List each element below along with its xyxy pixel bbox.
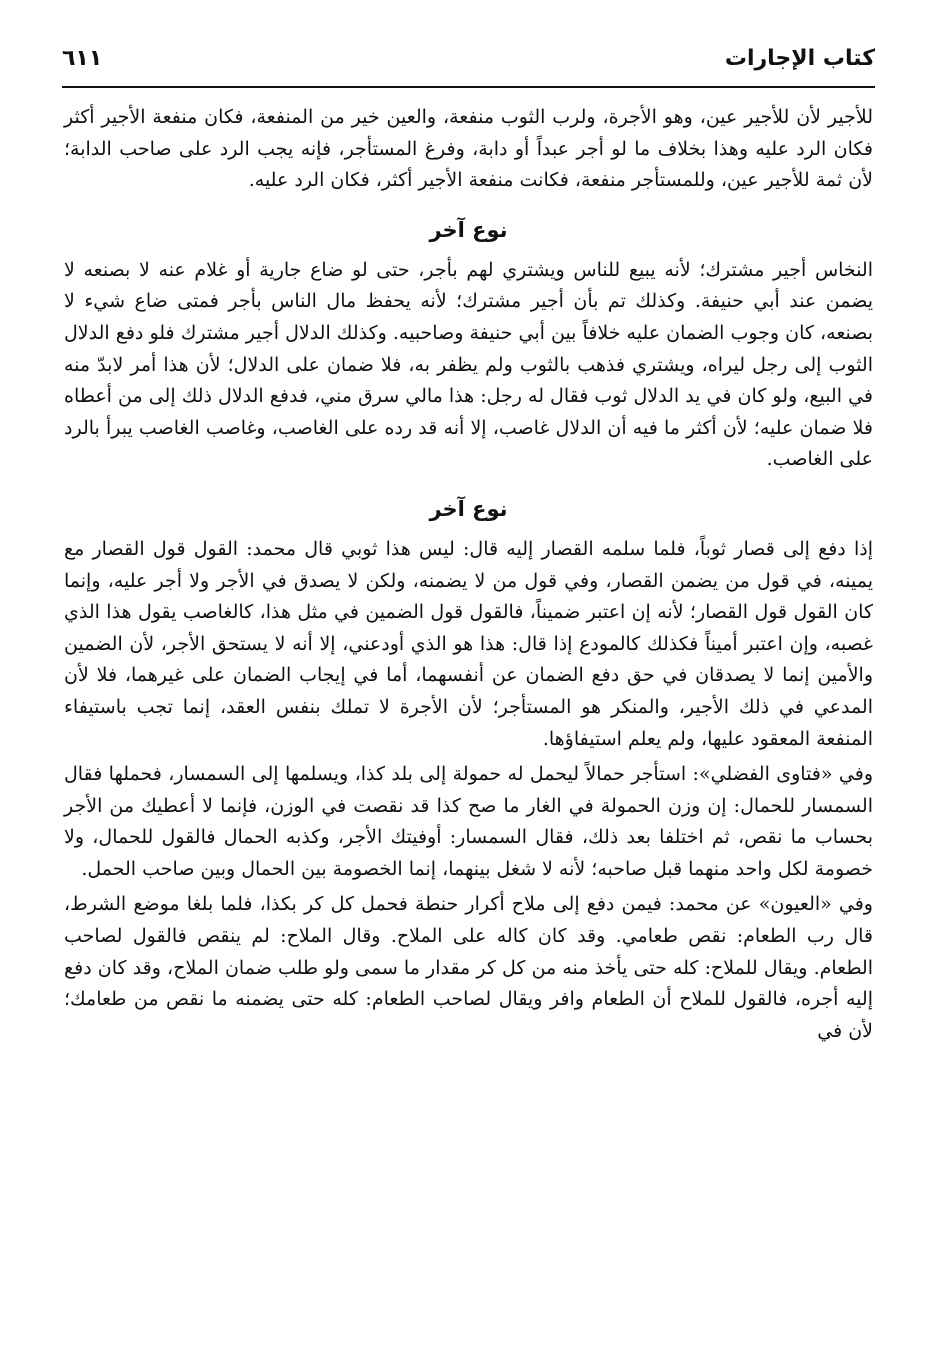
body-text xyxy=(64,102,873,1051)
paragraph-qassar: إذا دفع إلى قصار ثوباً، فلما سلمه القصار إليه قال: ليس هذا ثوبي قال محمد: القول قول القصار مع يمينه، في قول من يضمن القصار، وفي قول من لا يضمنه، ولكن لا يصدق في الأجر ولا أجر عليه، وإنما كان القول قول القصار؛ لأنه إن اعتبر ضميناً، فالقول قول الضمين في مثل هذا، كالغاصب يقول هذا الذي غصبه، وإن اعتبر أميناً فكذلك كالمودع إذا قال: هذا هو الذي أودعني، إلا أنه لا يستحق الأجر، لأن الضمين والأمين إنما لا يصدقان في حق دفع الضمان عن أنفسهما، أما في إيجاب الضمان على غيرهما، فلا لأن المدعي في ذلك الأجير، والمنكر هو المستأجر؛ لأن الأجرة لا تملك بنفس العقد، إنما تجب باستيفاء المنفعة المعقود عليها، ولم يعلم استيفاؤها. xyxy=(64,537,873,750)
paragraph-nakhkhas: النخاس أجير مشترك؛ لأنه يبيع للناس ويشتري لهم بأجر، حتى لو ضاع جارية أو غلام عنه لا بصنعه لا يضمن عند أبي حنيفة. وكذلك تم بأن أجير مشترك؛ لأنه يحفظ مال الناس بأجر فمتى ضاع شيء لا بصنعه، كان وجوب الضمان عليه خلافاً بين أبي حنيفة وصاحبيه. وكذلك الدلال أجير مشترك فلو دفع الدلال الثوب إلى رجل ليراه، ويشتري فذهب بالثوب ولم يظفر به، فلا ضمان على الدلال؛ لأن هذا أمر لابدّ منه في البيع، ولو كان في يد الدلال ثوب فقال له رجل: هذا مالي سرق مني، فدفع الدلال ذلك إلى من أعطاه فلا ضمان عليه؛ لأن أكثر ما فيه أن الدلال غاصب، إلا أنه قد رده على الغاصب، وغاصب الغاصب يبرأ بالرد على الغاصب. xyxy=(64,258,874,471)
section-heading: نوع آخر xyxy=(429,496,508,521)
page-number: ٦١١ xyxy=(62,45,103,71)
running-title: كتاب الإجارات xyxy=(724,45,875,71)
paragraph-continuation: للأجير لأن للأجير عين، وهو الأجرة، ولرب الثوب منفعة، والعين خير من المنفعة، فكان منفعة الأجير أكثر فكان الرد عليه وهذا بخلاف ما لو أجر عبداً أو دابة، وفرغ المستأجر، فإنه يجب الرد على صاحب الدابة؛ لأن ثمة للأجير عين، وللمستأجر منفعة، فكانت منفعة الأجير أكثر، فكان الرد عليه. xyxy=(64,106,873,192)
header-rule xyxy=(62,86,875,88)
paragraph-fatawa-fadli: وفي «فتاوى الفضلي»: استأجر حمالاً ليحمل له حمولة إلى بلد كذا، ويسلمها إلى السمسار، فحملها فقال السمسار للحمال: إن وزن الحمولة في الغار ما صح كذا قد نقصت في الوزن، فإنما لا أعطيك من الأجر بحساب ما نقص، ثم اختلفا بعد ذلك، فقال السمسار: أوفيتك الأجر، وكذبه الحمال فالقول للحمال، ولا خصومة لكل واحد منهما قبل صاحبه؛ لأنه لا شغل بينهما، إنما الخصومة بين الحمال وبين صاحب الحمل. xyxy=(64,763,873,880)
section-heading: نوع آخر xyxy=(429,217,508,242)
paragraph-uyun: وفي «العيون» عن محمد: فيمن دفع إلى ملاح أكرار حنطة فحمل كل كر بكذا، فلما بلغا موضع الشرط، قال رب الطعام: نقص طعامي. وقد كان كاله على الملاح. وقال الملاح: لم ينقص فالقول لصاحب الطعام. ويقال للملاح: كله حتى يأخذ منه من كل كر مقدار ما سمى ولو طلب ضمان الملاح، وقد كان دفع إليه أجره، فالقول للملاح أن الطعام وافر ويقال لصاحب الطعام: كله حتى يضمنه ما نقص من طعامك؛ لأن في xyxy=(64,893,873,1042)
running-header xyxy=(62,38,875,78)
